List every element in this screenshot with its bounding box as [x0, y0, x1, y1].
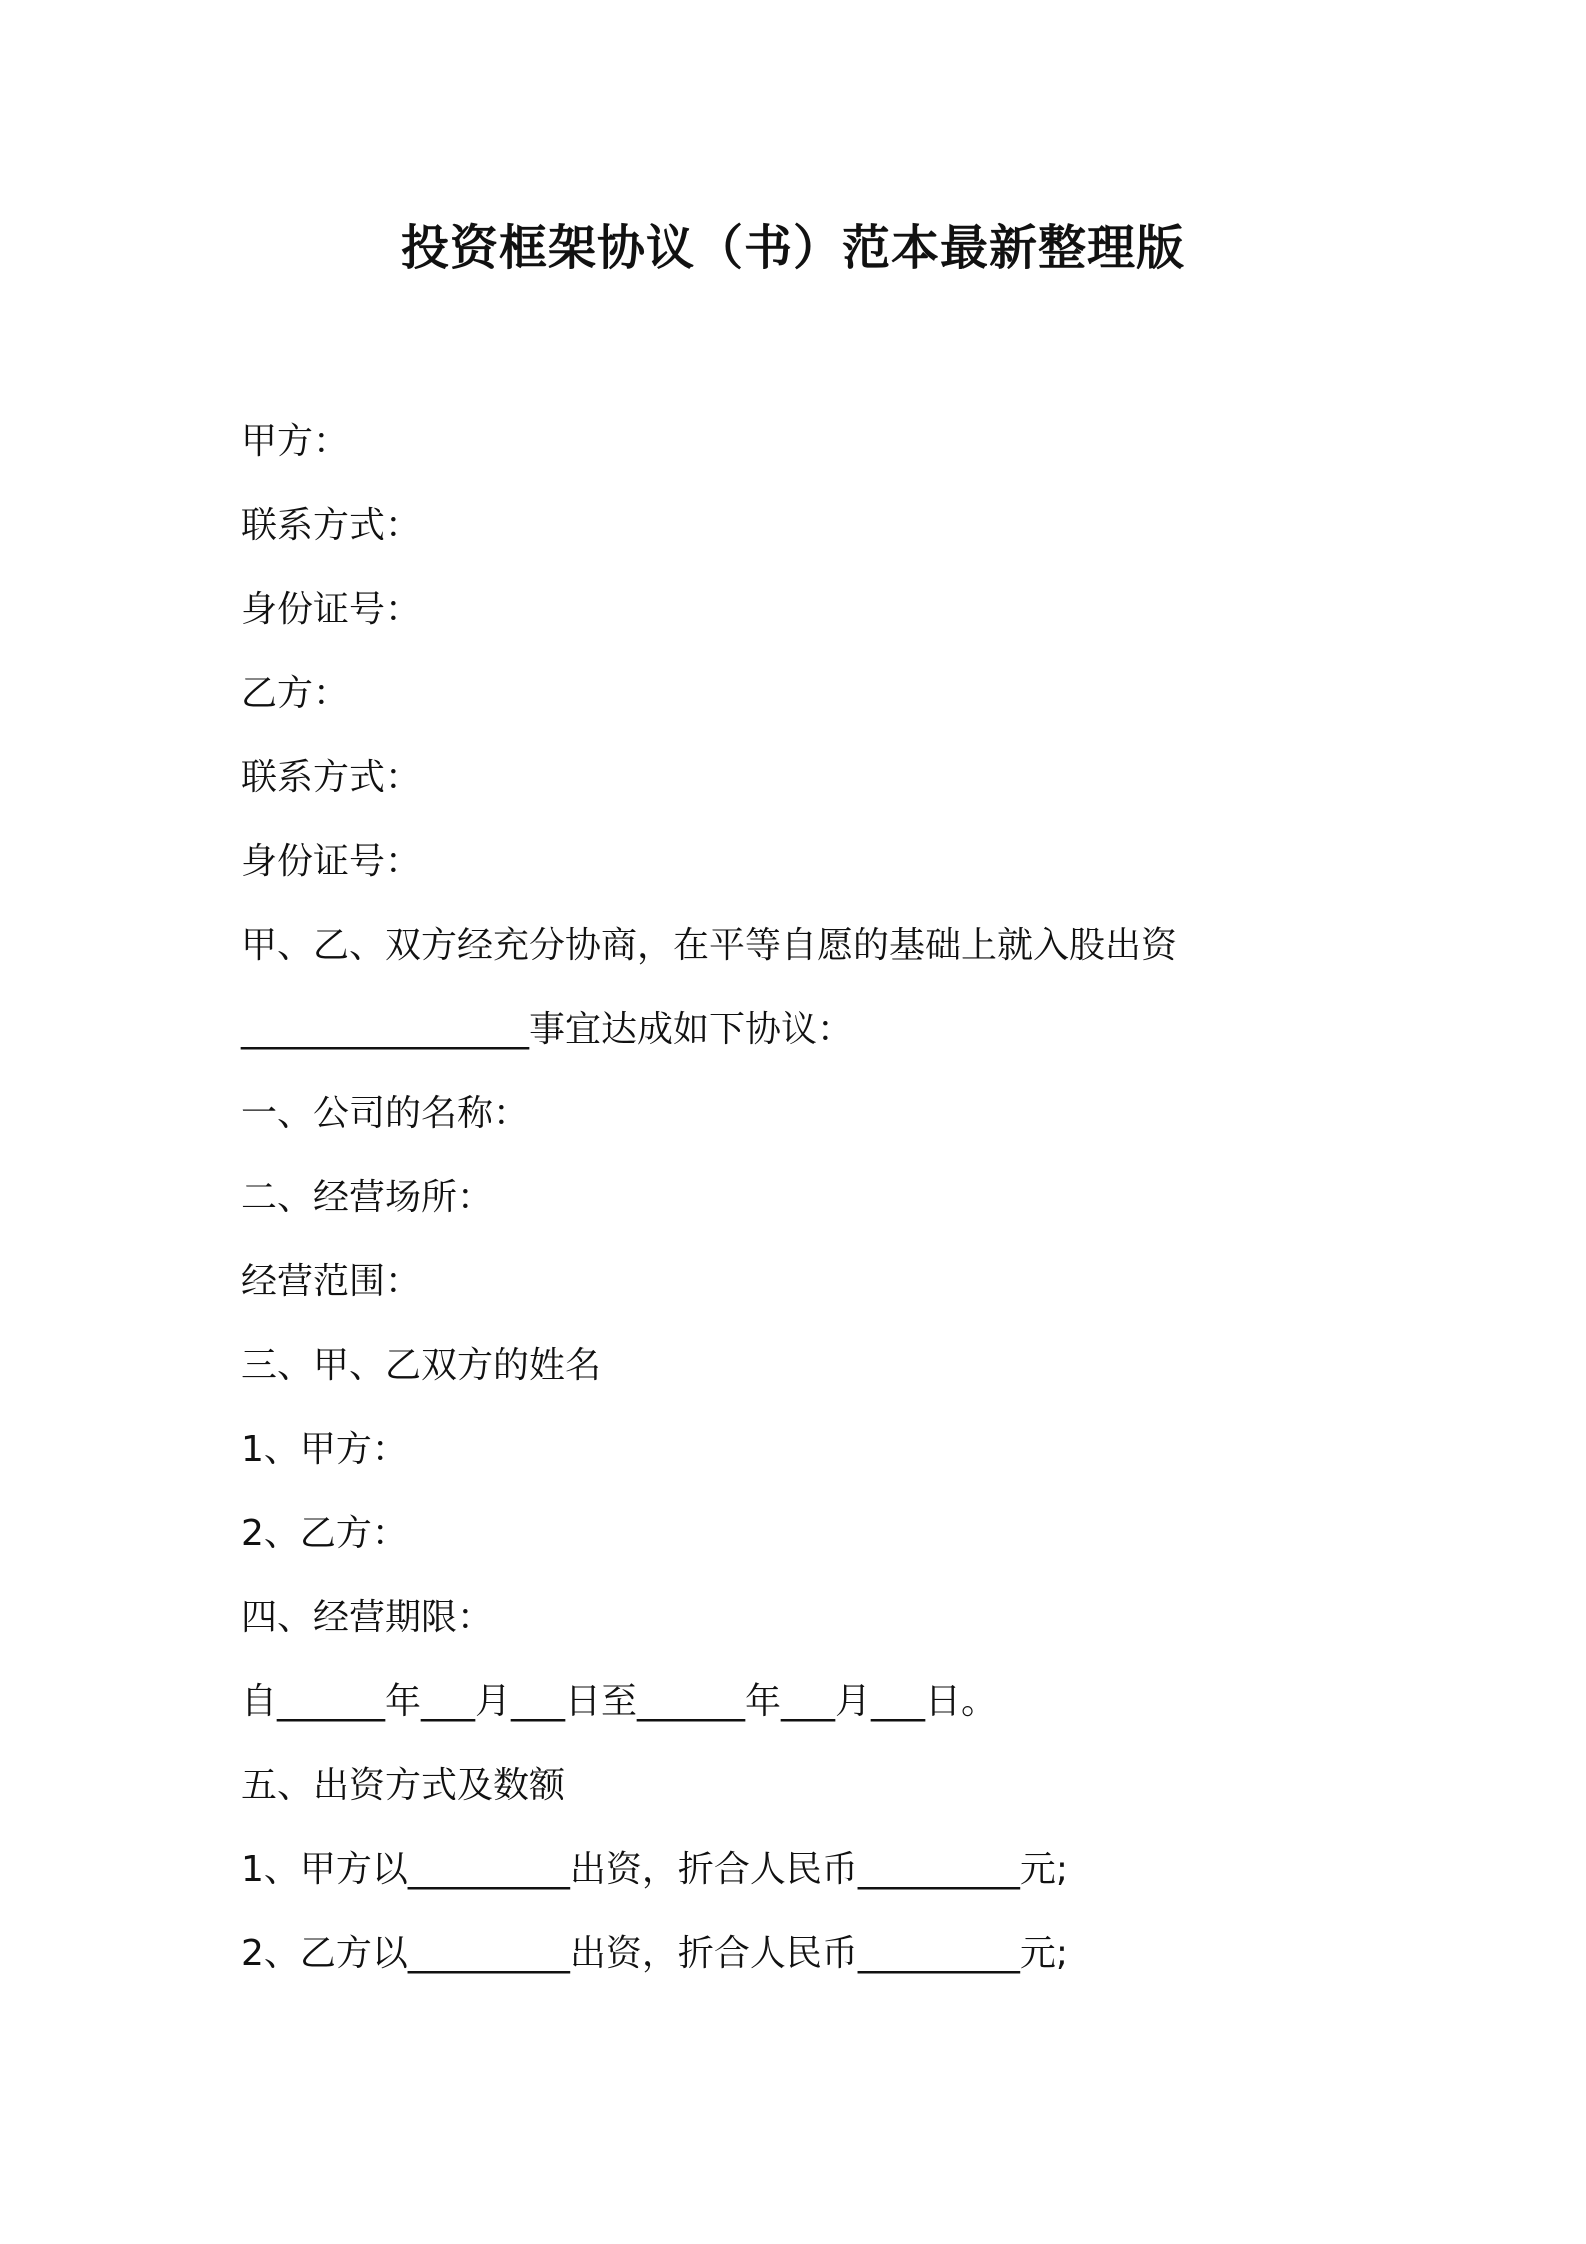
section-company-name: 一、公司的名称：: [241, 1093, 530, 1134]
section-party-names: 三、甲、乙双方的姓名: [241, 1345, 602, 1386]
party-a-contribution: 1、甲方以_________出资，折合人民币_________元;: [241, 1849, 1069, 1890]
section-capital-contribution: 五、出资方式及数额: [241, 1765, 566, 1806]
party-a-contact: 联系方式：: [241, 505, 422, 546]
party-b-contact: 联系方式：: [241, 757, 422, 798]
section-business-premises: 二、经营场所：: [241, 1177, 494, 1218]
party-b-label: 乙方：: [241, 673, 350, 714]
party-b-name: 2、乙方：: [241, 1513, 408, 1554]
section-business-term: 四、经营期限：: [241, 1597, 494, 1638]
agreement-intro: 甲、乙、双方经充分协商，在平等自愿的基础上就入股出资: [241, 925, 1178, 966]
business-scope: 经营范围：: [241, 1261, 422, 1302]
agreement-intro-continued: ________________事宜达成如下协议：: [241, 1009, 854, 1050]
party-b-id-number: 身份证号：: [241, 841, 422, 882]
party-a-name: 1、甲方：: [241, 1429, 408, 1470]
party-a-label: 甲方：: [241, 421, 350, 462]
party-a-id-number: 身份证号：: [241, 589, 422, 630]
document-body: [241, 400, 1361, 1996]
party-b-contribution: 2、乙方以_________出资，折合人民币_________元;: [241, 1933, 1069, 1974]
business-term-dates: 自______年___月___日至______年___月___日。: [241, 1681, 997, 1722]
document-title: 投资框架协议（书）范本最新整理版: [400, 220, 1185, 276]
